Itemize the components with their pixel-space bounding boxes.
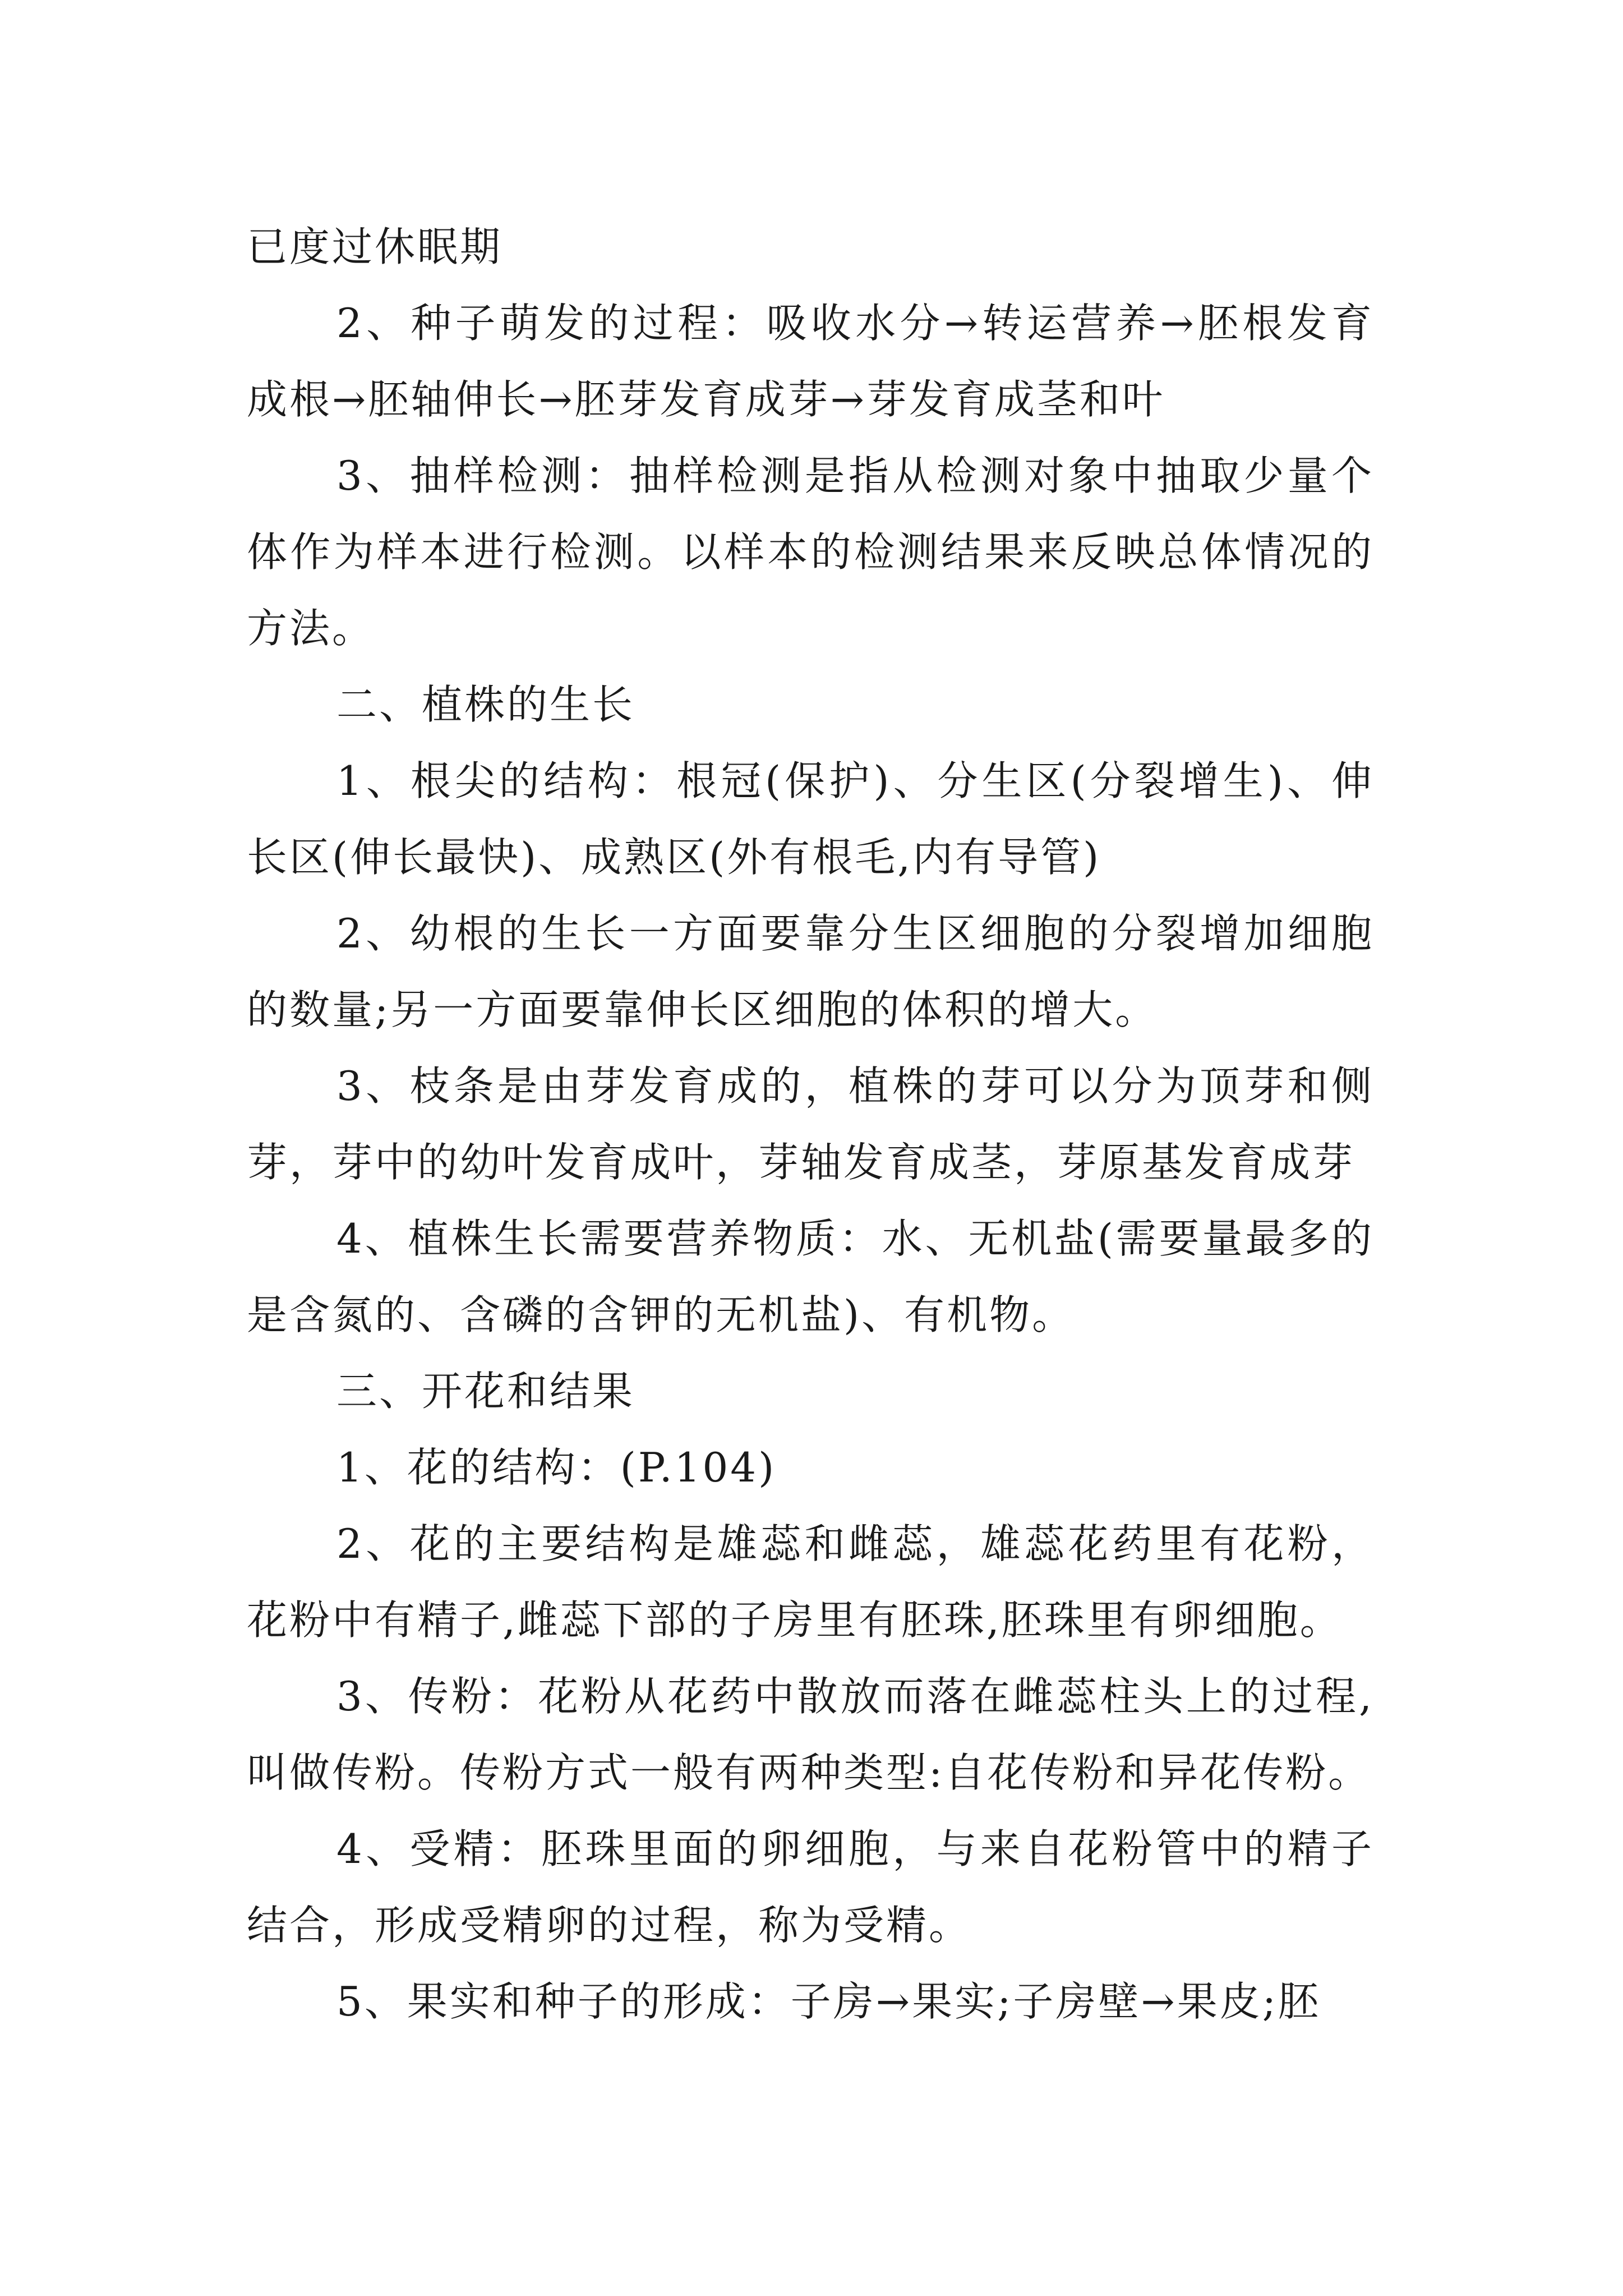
document-body	[247, 209, 1374, 2040]
section-heading-flowering: 三、开花和结果	[336, 1368, 635, 1415]
paragraph-young-root: 2、幼根的生长一方面要靠分生区细胞的分裂增加细胞的数量;另一方面要靠伸长区细胞的体积的增大。	[247, 910, 1374, 1033]
paragraph-flower-structure: 1、花的结构：(P.104)	[336, 1444, 777, 1491]
paragraph-sampling: 3、抽样检测：抽样检测是指从检测对象中抽取少量个体作为样本进行检测。以样本的检测结果来反映总体情况的方法。	[247, 452, 1374, 652]
paragraph-fruit-seed: 5、果实和种子的形成：子房→果实;子房壁→果皮;胚	[336, 1978, 1321, 2025]
paragraph-root-tip: 1、根尖的结构：根冠(保护)、分生区(分裂增生)、伸长区(伸长最快)、成熟区(外有根毛,内有导管)	[247, 757, 1374, 881]
paragraph-pollination: 3、传粉：花粉从花药中散放而落在雌蕊柱头上的过程,叫做传粉。传粉方式一般有两种类型:自花传粉和异花传粉。	[247, 1673, 1374, 1796]
paragraph-continuation: 已度过休眠期	[247, 223, 503, 270]
section-heading-plant-growth: 二、植株的生长	[336, 681, 635, 728]
paragraph-branch-bud: 3、枝条是由芽发育成的，植株的芽可以分为顶芽和侧芽，芽中的幼叶发育成叶，芽轴发育成茎，芽原基发育成芽	[247, 1062, 1374, 1186]
paragraph-stamen-pistil: 2、花的主要结构是雄蕊和雌蕊，雄蕊花药里有花粉，花粉中有精子,雌蕊下部的子房里有胚珠,胚珠里有卵细胞。	[247, 1520, 1374, 1644]
paragraph-nutrients: 4、植株生长需要营养物质：水、无机盐(需要量最多的是含氮的、含磷的含钾的无机盐)、有机物。	[247, 1215, 1374, 1338]
paragraph-fertilization: 4、受精：胚珠里面的卵细胞，与来自花粉管中的精子结合，形成受精卵的过程，称为受精。	[247, 1825, 1374, 1949]
paragraph-seed-germination: 2、种子萌发的过程：吸收水分→转运营养→胚根发育成根→胚轴伸长→胚芽发育成芽→芽发育成茎和叶	[247, 300, 1374, 423]
